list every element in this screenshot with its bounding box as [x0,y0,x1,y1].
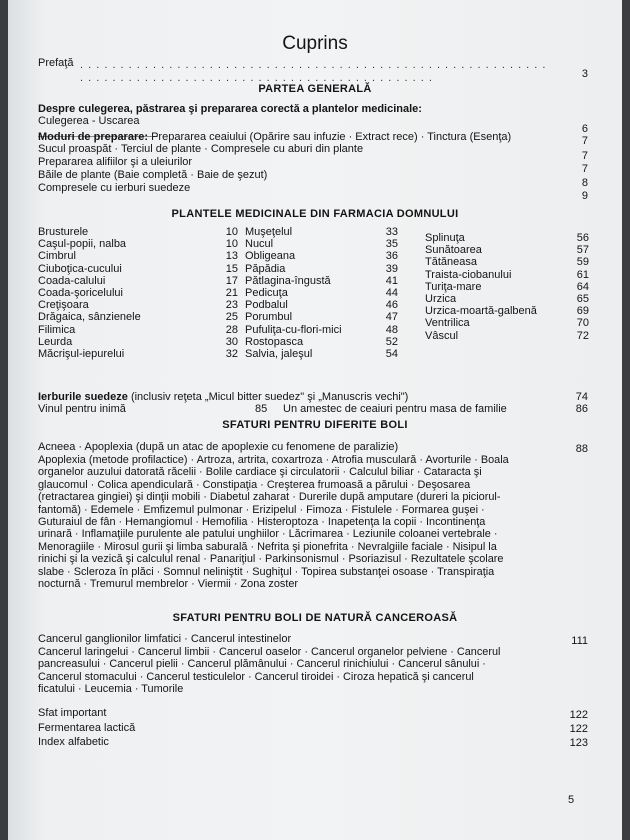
plant-page: 10 [225,226,238,238]
disease-line: fantomă) · Edemele · Emfizemul pulmonar · Erizipelul · Fimoza · Fistulele · Formarea guşei · [38,503,485,516]
cancer-line: pancreasului · Cancerul pielii · Cancerul plămânului · Cancerul rinichiului · Cancerul sânului · [38,658,486,671]
plant-page: 47 [385,311,398,324]
plant-page: 13 [225,250,238,263]
toc-entry: Acneea · Apoplexia (după un atac de apoplexie cu fenomene de paralizie) [38,441,399,453]
toc-page: 85 [255,403,268,415]
leader-dots: . . . . . . . . . . . . . . . . . . . . . . . . . . . . . . . . . . . . . . . . . . . . . . . . . . . . . . . . . . . . . . . . . . . . . . . . . . . . . . . . . . . . . . . . . . . . . . . . . . . . . . [80,59,547,84]
plants-column-1 [38,226,238,360]
plant-page: 21 [225,286,238,299]
disease-line: rinichi şi la vezică şi calculul renal · Panariţiul · Parkinsonismul · Psoriazisul · Rezultatele şcolare [38,553,504,566]
toc-page: 86 [575,403,588,415]
plant-name: Pedicuţa [245,286,288,299]
plant-page: 25 [225,311,238,324]
plant-name: Coada-şoricelului [38,286,123,299]
disease-line: urinară · Inflamaţiile purulente ale patului unghiilor · Lăcrimarea · Leziunile coloanei vertebrale · [38,528,498,541]
plant-name: Pufuliţa-cu-flori-mici [245,323,342,336]
plant-name: Splinuţa [425,232,465,244]
cancer-heading: SFATURI PENTRU BOLI DE NATURĂ CANCEROASĂ [172,612,458,624]
plant-name: Podbalul [245,299,288,312]
plant-name: Urzica-moartă-galbenă [425,305,537,318]
plant-name: Obligeana [245,250,296,263]
disease-line: (retractarea gingiei) şi dinţii mobili · Diabetul zaharat · Durerile după amputare (dureri la piciorul- [38,491,501,504]
disease-line: Guturaiul de fân · Hemangiomul · Hemofilia · Histeroptoza · Inapetenţa la copii · Incontinenţa [38,516,486,529]
plant-page: 30 [225,335,238,348]
toc-page: 8 [581,177,588,189]
plant-page: 65 [576,292,589,305]
toc-entry: Sucul proaspăt · Terciul de plante · Compresele cu aburi din plante [38,143,364,155]
plants-column-3 [425,232,589,342]
plant-page: 41 [385,274,398,287]
disease-line: organelor auzului datorată răcelii · Bolile cardiace şi circulatorii · Calculul biliar · Cataracta şi [38,466,482,479]
plant-name: Tătăneasa [425,256,477,269]
plant-page: 52 [385,335,398,348]
plant-page: 59 [576,256,589,269]
toc-page: 74 [575,391,588,403]
plant-name: Măcrişul-iepurelui [38,347,125,360]
toc-entry: Compresele cu ierburi suedeze [38,182,191,194]
plant-page: 54 [385,347,398,360]
plant-name: Coada-calului [38,274,106,287]
toc-page: 9 [581,190,588,202]
plant-page: 57 [576,244,589,257]
plants-column-2 [245,226,398,360]
toc-page: 122 [569,709,588,721]
toc-page: 6 [581,123,588,135]
swedish-herbs-note: (inclusiv reţeta „Micul bitter suedez" şi „Manuscris vechi") [130,391,409,403]
plant-name: Turiţa-mare [425,280,482,293]
plant-name: Ciuboţica-cucului [38,262,122,275]
plant-page: 72 [576,329,589,342]
plant-name: Muşeţelul [245,226,293,238]
plant-name: Păpădia [245,262,286,275]
toc-entry: Vinul pentru inimă [38,403,126,415]
plant-name: Pătlagina-îngustă [245,274,331,287]
plant-name: Traista-ciobanului [425,268,512,281]
preface-label: Prefaţă [38,57,74,69]
plant-page: 10 [225,238,238,251]
plant-name: Cimbrul [38,250,76,263]
toc-page: 7 [581,135,588,147]
diseases-list [38,454,568,590]
toc-page: 88 [575,443,588,455]
plant-page: 48 [385,323,398,336]
toc-page: 7 [581,150,588,162]
book-page [8,0,622,840]
plant-page: 32 [225,347,238,360]
plant-name: Porumbul [245,311,293,324]
plant-name: Caşul-popii, nalba [38,238,127,251]
page-title: Cuprins [282,33,348,54]
disease-line: Menoragiile · Mirosul gurii şi limba saburală · Nefrita şi pionefrita · Nevralgiile faciale · Nisipul la [38,540,497,553]
plant-page: 23 [225,299,238,312]
plant-name: Filimica [38,323,76,336]
plant-name: Urzica [425,292,457,305]
cancer-line: Cancerul laringelui · Cancerul limbii · Cancerul oaselor · Cancerul organelor pelviene · Cancerul [38,646,501,658]
general-intro: Despre culegerea, păstrarea şi prepararea corectă a plantelor medicinale: [38,103,422,115]
plant-name: Nucul [245,238,274,251]
plant-page: 17 [225,274,238,287]
disease-line: Apoplexia (metode profilactice) · Artroza, artrita, coxartroza · Atrofia musculară · Avorturile · Boala [38,454,509,466]
toc-page: 122 [569,723,588,735]
plant-page: 61 [576,268,589,281]
swedish-herbs-title: Ierburile suedeze [38,391,128,403]
toc-entry: Fermentarea lactică [38,722,136,734]
toc-page: 123 [569,737,588,749]
cancer-line: Cancerul stomacului · Cancerul testiculelor · Cancerul tiroidei · Ciroza hepatică şi cancerul [38,670,474,683]
plant-name: Brusturele [38,226,89,238]
toc-entry: Un amestec de ceaiuri pentru masa de familie [283,403,507,415]
cancer-line: ficatului · Leucemia · Tumorile [38,683,184,696]
plant-page: 56 [576,232,589,244]
plant-page: 44 [385,286,398,299]
toc-entry: Prepararea alifiilor şi a uleiurilor [38,156,193,168]
diseases-heading: SFATURI PENTRU DIFERITE BOLI [222,419,408,431]
plant-name: Sunătoarea [425,244,482,257]
plant-page: 33 [385,226,398,238]
plant-page: 69 [576,305,589,318]
toc-entry: Cancerul ganglionilor limfatici · Cancerul intestinelor [38,633,292,645]
plant-name: Rostopasca [245,335,304,348]
toc-entry: Index alfabetic [38,736,109,748]
cancer-list [38,646,568,696]
toc-entry: Sfat important [38,707,107,719]
plant-page: 64 [576,280,589,293]
toc-entry: Băile de plante (Baie completă · Baie de şezut) [38,169,268,181]
plant-name: Drăgaica, sânzienele [38,311,141,324]
disease-line: glaucomul · Colica apendiculară · Constipaţia · Creşterea frumoasă a părului · Deşosarea [38,478,471,491]
toc-entry: Moduri de preparare: Prepararea ceaiului (Opărire sau infuzie · Extract rece) · Tinctura (Esenţa) [38,131,512,143]
plant-page: 36 [385,250,398,263]
plant-page: 39 [385,262,398,275]
plant-page: 15 [225,262,238,275]
plants-heading: PLANTELE MEDICINALE DIN FARMACIA DOMNULUI [171,208,459,220]
plant-name: Salvia, jaleşul [245,347,313,360]
toc-entry: Culegerea - Uscarea [38,115,140,127]
page-number: 5 [568,794,575,806]
plant-page: 46 [385,299,398,312]
plant-page: 35 [385,238,398,251]
toc-page: 7 [581,163,588,175]
plant-page: 28 [225,323,238,336]
general-heading: PARTEA GENERALĂ [258,83,372,95]
toc-page: 111 [571,635,588,647]
disease-line: nocturnă · Tremurul membrelor · Viermii · Zona zoster [38,578,299,591]
preface-page: 3 [581,68,588,80]
plant-page: 70 [576,317,589,330]
plant-name: Ventrilica [425,317,470,330]
disease-line: slabe · Scleroza în plăci · Somnul neliniştit · Sughiţul · Topirea substanţei osoase · Transpiraţia [38,565,495,578]
plant-name: Vâscul [425,329,459,342]
plant-name: Creţişoara [38,299,89,312]
plant-name: Leurda [38,335,73,348]
